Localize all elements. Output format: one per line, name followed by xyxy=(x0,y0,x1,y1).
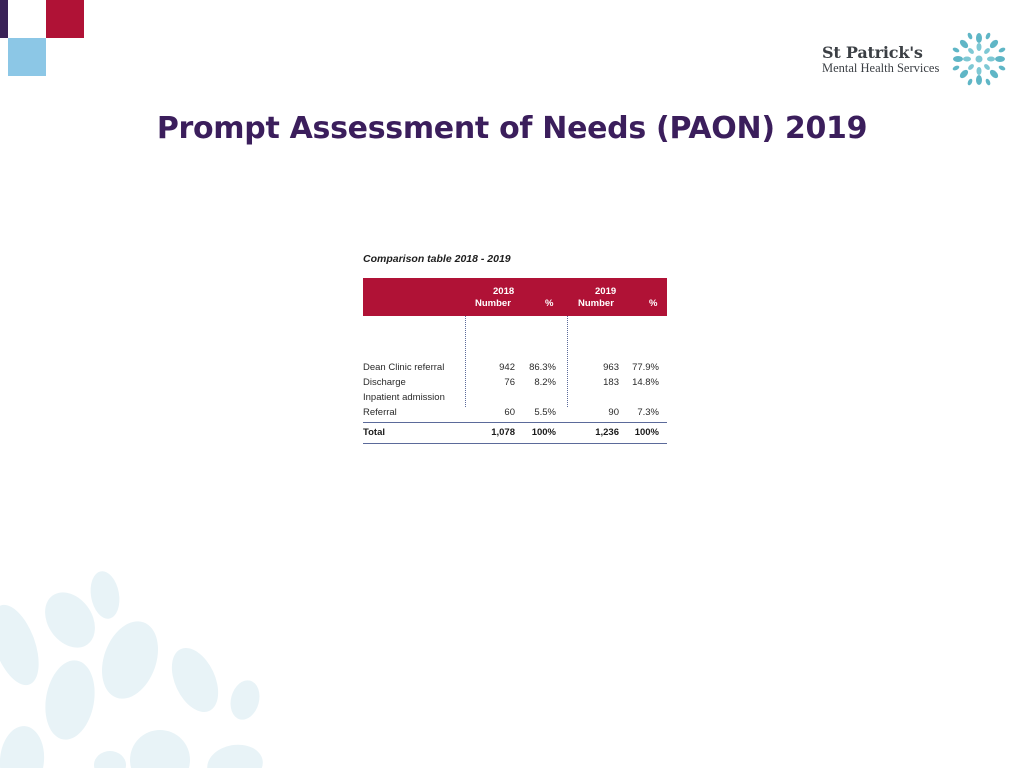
header-percent-2019: % xyxy=(649,298,658,309)
total-number-2018: 1,078 xyxy=(491,427,515,438)
table-caption: Comparison table 2018 - 2019 xyxy=(363,253,511,265)
table-row xyxy=(363,375,667,390)
total-percent-2018: 100% xyxy=(531,427,556,438)
header-year-2018: 2018 xyxy=(493,286,515,297)
cell-percent-2018: 86.3% xyxy=(529,362,556,373)
row-label: Referral xyxy=(363,407,397,418)
header-year-2019: 2019 xyxy=(595,286,617,297)
total-number-2019: 1,236 xyxy=(595,427,619,438)
cell-number-2018: 60 xyxy=(504,407,515,418)
logo xyxy=(822,40,1012,86)
total-label: Total xyxy=(363,427,385,438)
corner-square-purple xyxy=(0,0,8,38)
row-label: Dean Clinic referral xyxy=(363,362,445,373)
cell-number-2019: 90 xyxy=(608,407,619,418)
corner-square-blue xyxy=(8,38,46,76)
table-body xyxy=(363,316,667,407)
page-title: Prompt Assessment of Needs (PAON) 2019 xyxy=(156,111,868,146)
cell-percent-2019: 77.9% xyxy=(632,362,659,373)
table-row xyxy=(363,390,667,405)
row-label: Discharge xyxy=(363,377,406,388)
comparison-table xyxy=(363,278,667,438)
table-row xyxy=(363,405,667,420)
cell-percent-2018: 8.2% xyxy=(534,377,556,388)
row-label: Inpatient admission xyxy=(363,392,445,403)
total-rule-bottom xyxy=(363,443,667,444)
table-header xyxy=(363,278,667,316)
table-row xyxy=(363,360,667,375)
corner-square-red xyxy=(46,0,84,38)
header-number-2019: Number xyxy=(578,298,614,309)
cell-percent-2018: 5.5% xyxy=(534,407,556,418)
cell-number-2018: 76 xyxy=(504,377,515,388)
total-percent-2019: 100% xyxy=(634,427,659,438)
cell-number-2019: 963 xyxy=(603,362,619,373)
cell-number-2019: 183 xyxy=(603,377,619,388)
cell-number-2018: 942 xyxy=(499,362,515,373)
decorative-leaves-icon xyxy=(0,560,280,768)
header-number-2018: Number xyxy=(475,298,511,309)
header-percent-2018: % xyxy=(545,298,554,309)
cell-percent-2019: 7.3% xyxy=(637,407,659,418)
logo-name: St Patrick's xyxy=(822,43,923,62)
cell-percent-2019: 14.8% xyxy=(632,377,659,388)
total-rule-top xyxy=(363,422,667,423)
flower-logo-icon xyxy=(952,32,1006,86)
table-total-row xyxy=(363,425,667,440)
logo-subtitle: Mental Health Services xyxy=(822,61,940,75)
